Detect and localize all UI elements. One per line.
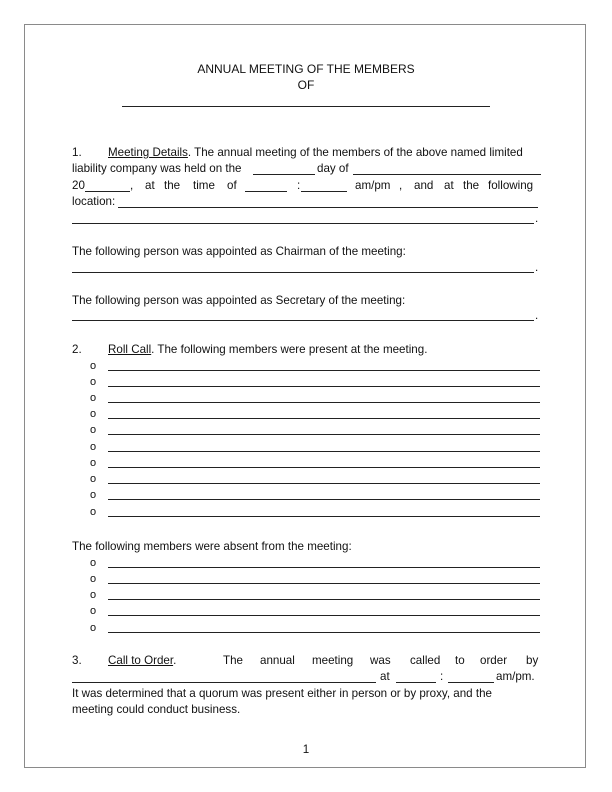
absent-member-blank[interactable] xyxy=(108,615,540,616)
section1-number: 1. xyxy=(72,146,82,159)
document-title: ANNUAL MEETING OF THE MEMBERS xyxy=(197,62,415,76)
absent-member-blank[interactable] xyxy=(108,583,540,584)
present-member-blank[interactable] xyxy=(108,467,540,468)
present-member-blank[interactable] xyxy=(108,499,540,500)
word-at: at xyxy=(444,179,454,192)
absent-member-blank[interactable] xyxy=(108,632,540,633)
meeting-year-blank[interactable] xyxy=(85,191,130,192)
location-blank-2[interactable] xyxy=(72,223,534,224)
list-bullet: o xyxy=(90,376,97,388)
order-minute-blank[interactable] xyxy=(448,682,494,683)
present-member-blank[interactable] xyxy=(108,451,540,452)
word-at: at xyxy=(145,179,155,192)
time-colon: : xyxy=(297,179,301,192)
section3-heading xyxy=(108,654,176,667)
word-the: the xyxy=(164,179,181,192)
period: . xyxy=(535,212,539,225)
comma: , xyxy=(399,179,403,192)
list-bullet: o xyxy=(90,506,97,518)
section3-quorum-text-end: meeting could conduct business. xyxy=(72,703,241,716)
word-time: time xyxy=(193,179,215,192)
list-bullet: o xyxy=(90,441,97,453)
time-colon: : xyxy=(440,670,444,683)
word-order: order xyxy=(480,654,508,667)
word-called: called xyxy=(410,654,441,667)
word-annual: annual xyxy=(260,654,295,667)
section1-text-c1: 20 xyxy=(72,179,85,192)
present-member-blank[interactable] xyxy=(108,386,540,387)
word-to: to xyxy=(455,654,465,667)
section1-heading: Meeting Details xyxy=(108,146,188,159)
absent-member-blank[interactable] xyxy=(108,599,540,600)
secretary-blank[interactable] xyxy=(72,320,534,321)
meeting-hour-blank[interactable] xyxy=(245,191,287,192)
word-meeting: meeting xyxy=(312,654,354,667)
section1-text-b1: liability company was held on the xyxy=(72,162,242,175)
meeting-month-blank[interactable] xyxy=(353,174,541,175)
list-bullet: o xyxy=(90,424,97,436)
list-bullet: o xyxy=(90,392,97,404)
section1-text-a: . The annual meeting of the members of the above named limited xyxy=(187,146,523,159)
section1-text-b2: day of xyxy=(317,162,349,175)
present-member-blank[interactable] xyxy=(108,402,540,403)
section2-heading: Roll Call xyxy=(108,343,152,356)
called-by-blank[interactable] xyxy=(72,682,376,683)
list-bullet: o xyxy=(90,557,97,569)
section1-location-label: location: xyxy=(72,195,116,208)
section2-text: . The following members were present at the meeting. xyxy=(151,343,428,356)
section3-heading-text: Call to Order xyxy=(108,654,174,667)
present-member-blank[interactable] xyxy=(108,370,540,371)
word-by: by xyxy=(526,654,539,667)
location-blank-1[interactable] xyxy=(118,207,538,208)
word-of: of xyxy=(227,179,237,192)
page-number: 1 xyxy=(302,743,310,756)
word-the: The xyxy=(223,654,243,667)
word-was: was xyxy=(370,654,391,667)
period: . xyxy=(535,309,539,322)
list-bullet: o xyxy=(90,489,97,501)
list-bullet: o xyxy=(90,360,97,372)
company-name-line[interactable] xyxy=(122,106,490,107)
list-bullet: o xyxy=(90,589,97,601)
order-hour-blank[interactable] xyxy=(396,682,436,683)
section2-number: 2. xyxy=(72,343,82,356)
am-pm: am/pm. xyxy=(496,670,535,683)
list-bullet: o xyxy=(90,473,97,485)
word-and: and xyxy=(414,179,434,192)
present-member-blank[interactable] xyxy=(108,516,540,517)
absent-member-blank[interactable] xyxy=(108,567,540,568)
section2-paragraph xyxy=(108,343,427,356)
secretary-label: The following person was appointed as Secretary of the meeting: xyxy=(72,294,406,307)
word-at: at xyxy=(380,670,390,683)
section3-number: 3. xyxy=(72,654,82,667)
document-title-of: OF xyxy=(297,78,315,92)
list-bullet: o xyxy=(90,408,97,420)
section1-paragraph-line1 xyxy=(108,146,523,159)
word-the: the xyxy=(463,179,480,192)
word-following: following xyxy=(488,179,534,192)
list-bullet: o xyxy=(90,622,97,634)
list-bullet: o xyxy=(90,605,97,617)
present-member-blank[interactable] xyxy=(108,483,540,484)
period: . xyxy=(173,654,177,667)
section3-quorum-text: It was determined that a quorum was present either in person or by proxy, and the xyxy=(72,687,492,700)
comma: , xyxy=(130,179,134,192)
period: . xyxy=(535,261,539,274)
present-member-blank[interactable] xyxy=(108,418,540,419)
chairman-blank[interactable] xyxy=(72,272,534,273)
present-member-blank[interactable] xyxy=(108,434,540,435)
meeting-day-blank[interactable] xyxy=(253,174,315,175)
list-bullet: o xyxy=(90,573,97,585)
list-bullet: o xyxy=(90,457,97,469)
meeting-minute-blank[interactable] xyxy=(301,191,347,192)
am-pm: am/pm xyxy=(355,179,391,192)
chairman-label: The following person was appointed as Chairman of the meeting: xyxy=(72,245,406,258)
absent-label: The following members were absent from the meeting: xyxy=(72,540,352,553)
